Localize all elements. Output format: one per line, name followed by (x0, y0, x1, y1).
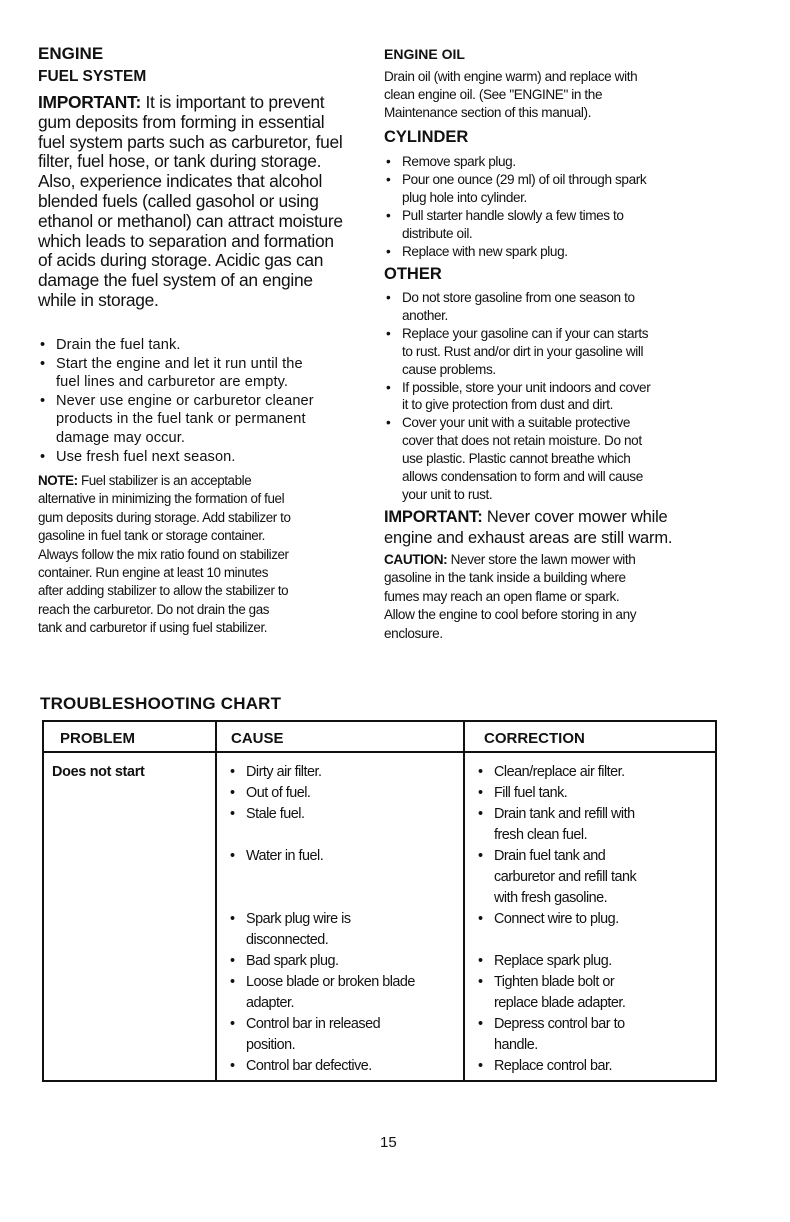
text-line (38, 152, 343, 172)
list-item (38, 448, 314, 467)
problem-cell: Does not start (52, 764, 145, 780)
list-item-line: • Pour one ounce (29 ml) of oil through spark (402, 172, 647, 187)
list-item-line: allows condensation to form and will cause (402, 469, 643, 485)
list-item-line: your unit to rust. (402, 486, 493, 502)
section-heading-engine: ENGINE (38, 44, 104, 63)
list-item-line: • Replace spark plug. (494, 953, 612, 969)
line-text: reach the carburetor. Do not drain the gas (38, 601, 270, 617)
text-line (38, 527, 291, 545)
list-item (384, 153, 646, 171)
list-item (476, 804, 636, 846)
troubleshooting-chart-title: TROUBLESHOOTING CHART (40, 694, 282, 713)
list-item-line: use plastic. Plastic cannot breathe which (402, 451, 631, 467)
line-text: Always follow the mix ratio found on stabilizer (38, 546, 289, 562)
list-item-line: • Never use engine or carburetor cleaner (56, 392, 314, 409)
text-line (384, 625, 636, 643)
text-line (38, 601, 291, 619)
text-line (38, 472, 291, 490)
list-item-line: fresh clean fuel. (494, 827, 588, 843)
list-item-line: position. (246, 1037, 296, 1053)
list-item (476, 951, 636, 972)
list-item-line: • Drain the fuel tank. (56, 337, 181, 353)
list-item-line: • Drain fuel tank and (494, 848, 606, 864)
list-item-line: • Fill fuel tank. (494, 785, 568, 801)
list-item (384, 325, 650, 379)
list-item-line: • Water in fuel. (246, 848, 324, 864)
line-text: gasoline in fuel tank or storage container. (38, 528, 265, 544)
list-item (476, 1056, 636, 1077)
list-item (228, 783, 415, 804)
list-item-line: distribute oil. (402, 226, 473, 241)
section-heading-other: OTHER (384, 265, 442, 283)
line-text: clean engine oil. (See "ENGINE" in the (384, 87, 603, 102)
list-item-line: products in the fuel tank or permanent (56, 411, 306, 428)
list-item (384, 243, 646, 261)
troubleshooting-table (42, 720, 717, 1082)
header-divider (44, 751, 715, 753)
important-warning (384, 507, 672, 549)
text-line (384, 507, 672, 528)
list-item (384, 414, 650, 504)
list-item (476, 972, 636, 1014)
text-line (38, 490, 291, 508)
line-text: Never cover mower while (482, 508, 668, 526)
list-item-line: • Control bar in released (246, 1016, 381, 1032)
text-line (38, 192, 343, 212)
text-line (38, 113, 343, 133)
text-line (384, 104, 637, 122)
label: IMPORTANT: (384, 508, 483, 526)
correction-list (476, 762, 636, 1077)
text-line (38, 93, 343, 113)
list-item (476, 1014, 636, 1056)
list-item-line: • Remove spark plug. (402, 154, 516, 169)
list-item-line: it to give protection from dust and dirt. (402, 397, 614, 413)
list-item (228, 951, 415, 972)
cause-list (228, 762, 415, 1077)
list-item-line: • Use fresh fuel next season. (56, 448, 236, 465)
list-item-line: • Replace with new spark plug. (402, 244, 568, 259)
line-text: ethanol or methanol) can attract moisture (38, 210, 343, 231)
list-item-line: with fresh gasoline. (494, 890, 608, 906)
list-item (38, 392, 314, 448)
list-item-line: cover that does not retain moisture. Do not (402, 433, 642, 449)
line-text: Allow the engine to cool before storing in any (384, 607, 637, 623)
list-item-line: another. (402, 307, 448, 323)
list-item-line: plug hole into cylinder. (402, 190, 527, 205)
line-text: which leads to separation and formation (38, 230, 334, 251)
list-item-line: • Do not store gasoline from one season to (402, 290, 635, 305)
list-item-line: • Pull starter handle slowly a few times to (402, 208, 624, 223)
line-text: blended fuels (called gasohol or using (38, 190, 319, 211)
other-bullets (384, 289, 650, 504)
line-text: of acids during storage. Acidic gas can (38, 250, 324, 271)
list-item (476, 783, 636, 804)
text-line (384, 528, 672, 549)
list-item-line: • Out of fuel. (246, 785, 311, 801)
list-item-line: • Replace control bar. (494, 1058, 612, 1074)
list-item (476, 846, 636, 909)
line-text: fumes may reach an open flame or spark. (384, 588, 620, 604)
text-line (384, 68, 637, 86)
line-text: Never store the lawn mower with (447, 552, 636, 567)
text-line (384, 86, 637, 104)
list-item-line: • Loose blade or broken blade (246, 974, 415, 990)
list-item-line: carburetor and refill tank (494, 869, 637, 885)
list-item (228, 804, 415, 825)
label: NOTE: (38, 473, 78, 488)
list-item (228, 762, 415, 783)
line-text: damage the fuel system of an engine (38, 270, 313, 291)
list-item-line: • Depress control bar to (494, 1016, 625, 1032)
text-line (38, 251, 343, 271)
list-item-line: disconnected. (246, 932, 329, 948)
line-text: while in storage. (38, 289, 159, 310)
text-line (384, 569, 636, 587)
important-paragraph (38, 93, 343, 311)
text-line (38, 271, 343, 291)
text-line (38, 172, 343, 192)
text-line (38, 582, 291, 600)
text-line (38, 619, 291, 637)
list-item (476, 762, 636, 783)
list-item-line: • Bad spark plug. (246, 953, 339, 969)
line-text: enclosure. (384, 625, 443, 641)
line-text: tank and carburetor if using fuel stabilizer. (38, 620, 268, 636)
section-heading-fuel-system: FUEL SYSTEM (38, 68, 147, 85)
line-text: Drain oil (with engine warm) and replace with (384, 69, 638, 84)
list-item (228, 1014, 415, 1056)
list-item (476, 909, 636, 930)
line-text: after adding stabilizer to allow the stabilizer to (38, 583, 289, 599)
text-line (38, 232, 343, 252)
list-item (384, 171, 646, 207)
list-item-line: cause problems. (402, 361, 496, 377)
list-item (228, 1056, 415, 1077)
text-line (38, 291, 343, 311)
text-line (38, 546, 291, 564)
list-item-line: • Drain tank and refill with (494, 806, 635, 822)
line-text: alternative in minimizing the formation of fuel (38, 491, 285, 507)
list-item-line: handle. (494, 1037, 538, 1053)
line-text: gum deposits from forming in essential (38, 111, 325, 132)
line-text: Fuel stabilizer is an acceptable (77, 473, 252, 488)
list-item-line: • Clean/replace air filter. (494, 764, 625, 780)
label: IMPORTANT: (38, 92, 141, 112)
fuel-system-bullets (38, 336, 314, 466)
list-item (228, 846, 415, 867)
list-item-line: • Spark plug wire is (246, 911, 351, 927)
text-line (384, 588, 636, 606)
list-item (38, 336, 314, 355)
text-line (38, 212, 343, 232)
cylinder-bullets (384, 153, 646, 261)
section-heading-engine-oil: ENGINE OIL (384, 46, 465, 62)
text-line (384, 551, 636, 569)
line-text: Also, experience indicates that alcohol (38, 171, 323, 192)
column-divider (215, 722, 217, 1080)
line-text: filter, fuel hose, or tank during storage. (38, 151, 322, 172)
text-line (38, 564, 291, 582)
list-item (228, 972, 415, 1014)
list-item-line: replace blade adapter. (494, 995, 626, 1011)
list-item-line: • Stale fuel. (246, 806, 305, 822)
header-cause: CAUSE (231, 730, 284, 747)
list-item (384, 379, 650, 415)
caution-paragraph (384, 551, 636, 643)
list-item-line: • Connect wire to plug. (494, 911, 619, 927)
page-number: 15 (380, 1134, 397, 1151)
list-item (38, 355, 314, 392)
line-text: gasoline in the tank inside a building where (384, 570, 626, 586)
list-item (228, 909, 415, 951)
list-item-line: • Control bar defective. (246, 1058, 372, 1074)
list-item-line: • Replace your gasoline can if your can starts (402, 325, 649, 341)
list-item (384, 289, 650, 325)
list-item-line: • Start the engine and let it run until the (56, 355, 303, 372)
section-heading-cylinder: CYLINDER (384, 128, 469, 146)
line-text: container. Run engine at least 10 minutes (38, 565, 268, 581)
list-item-line: • Tighten blade bolt or (494, 974, 615, 990)
list-item (384, 207, 646, 243)
line-text: engine and exhaust areas are still warm. (384, 529, 673, 547)
line-text: gum deposits during storage. Add stabilizer to (38, 509, 291, 525)
text-line (38, 509, 291, 527)
list-item-line: to rust. Rust and/or dirt in your gasoline will (402, 343, 644, 359)
label: CAUTION: (384, 552, 448, 567)
list-item-line: fuel lines and carburetor are empty. (56, 374, 289, 391)
list-item-line: • Dirty air filter. (246, 764, 322, 780)
note-paragraph (38, 472, 291, 638)
line-text: It is important to prevent (140, 92, 325, 112)
engine-oil-paragraph (384, 68, 637, 122)
header-problem: PROBLEM (60, 730, 135, 747)
list-item-line: adapter. (246, 995, 295, 1011)
line-text: fuel system parts such as carburetor, fuel (38, 131, 343, 152)
list-item-line: damage may occur. (56, 429, 186, 446)
column-divider (463, 722, 465, 1080)
list-item-line: • Cover your unit with a suitable protective (402, 415, 631, 431)
text-line (38, 133, 343, 153)
header-correction: CORRECTION (484, 730, 585, 747)
text-line (384, 606, 636, 624)
line-text: Maintenance section of this manual). (384, 105, 591, 120)
list-item-line: • If possible, store your unit indoors and cover (402, 379, 651, 395)
